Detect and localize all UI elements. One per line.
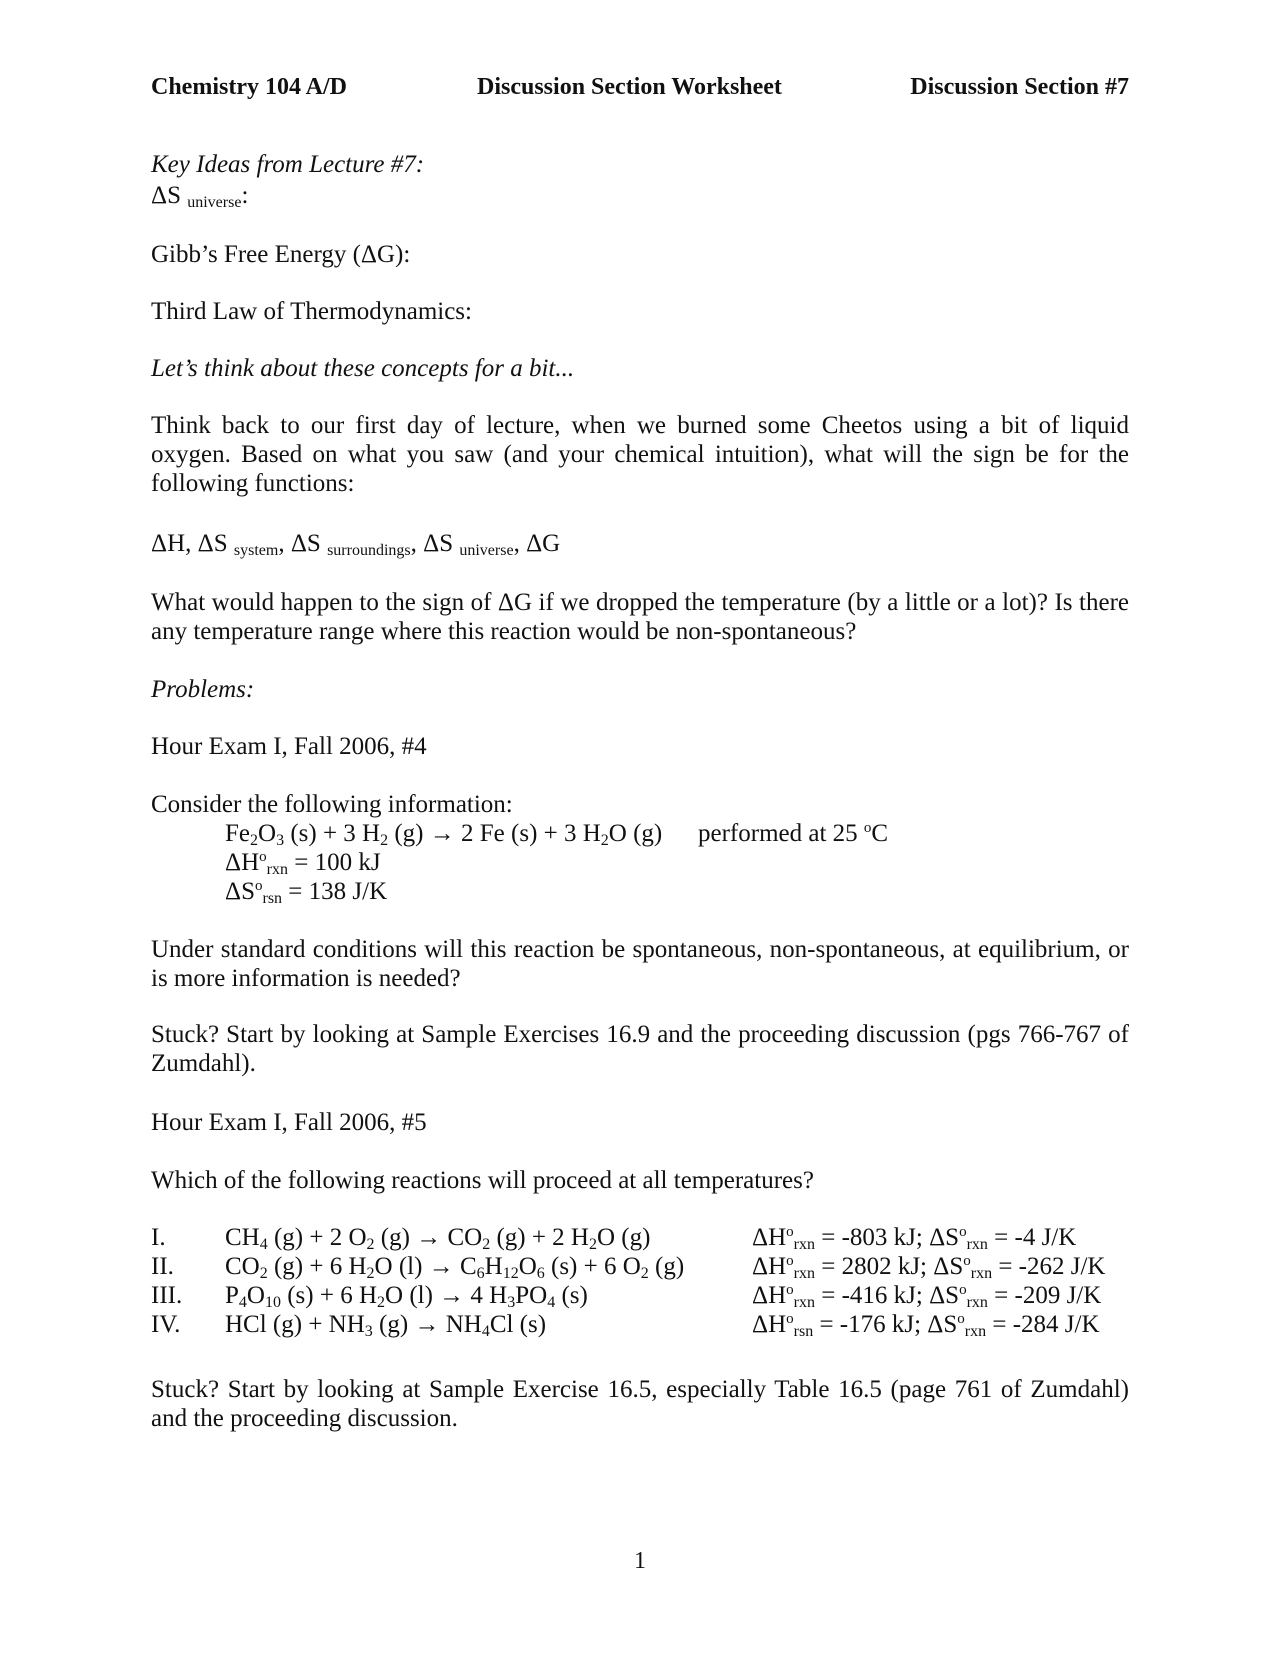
r3-sub: 3	[507, 1294, 516, 1311]
dh-val: = 2802 kJ; ΔS	[814, 1253, 964, 1280]
dh: ΔH	[752, 1311, 787, 1338]
p2-reaction-3	[225, 1281, 588, 1310]
p2-thermo-3	[752, 1281, 1101, 1310]
functions-dg: , ΔG	[513, 530, 561, 557]
sup-o: o	[957, 1311, 965, 1327]
r3-part: (s)	[555, 1282, 588, 1309]
p2-num-4: IV.	[151, 1311, 181, 1338]
r2-sub: 12	[502, 1265, 519, 1282]
dh: ΔH	[752, 1253, 787, 1280]
p2-reaction-1	[225, 1223, 650, 1252]
ds-label: ΔS	[225, 878, 255, 905]
universe-subscript-2: universe	[459, 542, 514, 559]
p2-stuck: Stuck? Start by looking at Sample Exercise 16.5, especially Table 16.5 (page 761 of Zumdahl) and the proceeding discussion.	[151, 1376, 1129, 1432]
sup-o: o	[786, 1282, 794, 1298]
p1-rxn-sub: 2	[250, 832, 258, 849]
r2-part: O	[518, 1253, 537, 1280]
r1-part: (g) + 2 H	[490, 1224, 589, 1251]
celsius-c: C	[871, 820, 889, 847]
sup-o: o	[786, 1253, 794, 1269]
p2-thermo-1	[752, 1223, 1076, 1252]
p2-reaction-2	[225, 1252, 684, 1281]
r3-sub: 2	[377, 1294, 386, 1311]
p1-intro: Consider the following information:	[151, 791, 513, 818]
dh-sub: rxn	[793, 1265, 815, 1282]
p2-title: Hour Exam I, Fall 2006, #5	[151, 1109, 427, 1136]
degree-sup: o	[863, 820, 872, 836]
r2-sub: 2	[640, 1265, 649, 1282]
p2-num-2: II.	[151, 1253, 174, 1280]
r4-part: HCl (g) + NH	[225, 1311, 365, 1338]
dh-sub: rsn	[793, 1323, 814, 1340]
r4-sub: 4	[481, 1323, 490, 1340]
r2-sub: 2	[366, 1265, 375, 1282]
header-course: Chemistry 104 A/D	[151, 74, 347, 100]
surroundings-subscript: surroundings	[327, 542, 411, 559]
r1-part: O (g)	[597, 1224, 651, 1251]
delta-s-universe-line	[151, 181, 1129, 210]
r3-part: O	[246, 1282, 265, 1309]
universe-subscript: universe	[187, 194, 242, 211]
ds-sub: rsn	[262, 890, 283, 907]
r4-sub: 3	[364, 1323, 373, 1340]
p1-stuck: Stuck? Start by looking at Sample Exercises 16.9 and the proceeding discussion (pgs 766-767 of Zumdahl).	[151, 1021, 1129, 1077]
performed-text: performed at 25	[698, 820, 864, 847]
sup-o: o	[786, 1224, 794, 1240]
r2-sub: 6	[536, 1265, 545, 1282]
ds-val: = -4 J/K	[987, 1224, 1077, 1251]
dh-label: ΔH	[225, 849, 260, 876]
p1-rxn-part: O	[258, 820, 277, 847]
dh-val: = -176 kJ; ΔS	[813, 1311, 958, 1338]
functions-ds3: , ΔS	[410, 530, 454, 557]
problems-heading: Problems:	[151, 676, 255, 703]
page-number: 1	[634, 1548, 646, 1574]
p1-title: Hour Exam I, Fall 2006, #4	[151, 733, 427, 760]
functions-dh: ΔH, ΔS	[151, 530, 228, 557]
r1-sub: 2	[366, 1236, 375, 1253]
r2-part: (s) + 6 O	[544, 1253, 641, 1280]
r2-sub: 6	[476, 1265, 485, 1282]
dh-val: = -416 kJ; ΔS	[814, 1282, 960, 1309]
ds-sub: rxn	[966, 1294, 988, 1311]
r2-part: O (l) → C	[374, 1253, 477, 1280]
p1-delta-h	[225, 848, 381, 877]
p1-performed	[698, 819, 888, 848]
dh: ΔH	[752, 1224, 787, 1251]
p1-rxn-part: Fe	[225, 820, 250, 847]
r2-part: CO	[225, 1253, 260, 1280]
r4-part: (g) → NH	[372, 1311, 482, 1338]
dh-sub: rxn	[266, 861, 288, 878]
ds-sup: o	[254, 878, 263, 894]
dh-sup: o	[259, 849, 267, 865]
r3-part: O (l) → 4 H	[385, 1282, 508, 1309]
colon: :	[241, 182, 249, 209]
r2-sub: 2	[259, 1265, 268, 1282]
p1-rxn-sub: 2	[380, 832, 389, 849]
sup-o: o	[959, 1224, 967, 1240]
r3-sub: 10	[264, 1294, 281, 1311]
dh-value: = 100 kJ	[287, 849, 381, 876]
p1-rxn-part: O (g)	[608, 820, 663, 847]
r1-part: (g) → CO	[374, 1224, 483, 1251]
ds-sub: rxn	[970, 1265, 993, 1282]
r3-part: P	[225, 1282, 239, 1309]
p2-num-3: III.	[151, 1282, 183, 1309]
p1-question: Under standard conditions will this reaction be spontaneous, non-spontaneous, at equilibrium, or is more information is needed?	[151, 936, 1129, 992]
functions-ds2: , ΔS	[278, 530, 321, 557]
functions-line	[151, 529, 1129, 558]
r1-sub: 4	[259, 1236, 268, 1253]
gibbs-line: Gibb’s Free Energy (ΔG):	[151, 241, 411, 268]
r3-part: PO	[515, 1282, 548, 1309]
p2-thermo-2	[752, 1252, 1105, 1281]
r3-sub: 4	[238, 1294, 247, 1311]
sup-o: o	[959, 1282, 967, 1298]
p2-reaction-4	[225, 1310, 546, 1339]
dh: ΔH	[752, 1282, 787, 1309]
p1-delta-s	[225, 877, 387, 906]
temperature-question: What would happen to the sign of ΔG if we dropped the temperature (by a little or a lot)? Is there any temperature range where this reaction would be non-spontaneous?	[151, 589, 1129, 645]
r1-sub: 2	[482, 1236, 491, 1253]
r2-part: (g)	[648, 1253, 685, 1280]
dh-sub: rxn	[793, 1294, 815, 1311]
third-law-line: Third Law of Thermodynamics:	[151, 298, 472, 325]
p1-rxn-part: (s) + 3 H	[284, 820, 381, 847]
header-section: Discussion Section #7	[910, 74, 1129, 100]
r3-sub: 4	[547, 1294, 556, 1311]
key-ideas-heading: Key Ideas from Lecture #7:	[151, 151, 425, 178]
r1-part: CH	[225, 1224, 260, 1251]
delta-s-symbol: ΔS	[151, 182, 181, 209]
ds-value: = 138 J/K	[282, 878, 388, 905]
r2-part: (g) + 6 H	[267, 1253, 367, 1280]
header-title: Discussion Section Worksheet	[477, 74, 782, 100]
sup-o: o	[786, 1311, 794, 1327]
system-subscript: system	[233, 542, 279, 559]
ds-sub: rxn	[964, 1323, 987, 1340]
p1-rxn-sub: 2	[600, 832, 609, 849]
p1-rxn-part: (g) → 2 Fe (s) + 3 H	[388, 820, 601, 847]
p2-num-1: I.	[151, 1224, 166, 1251]
p1-rxn-sub: 3	[276, 832, 285, 849]
cheetos-paragraph: Think back to our first day of lecture, when we burned some Cheetos using a bit of liquid oxygen. Based on what you saw (and your chemical intuition), what will the sign be for the following functions:	[151, 412, 1129, 497]
p2-question: Which of the following reactions will proceed at all temperatures?	[151, 1167, 814, 1194]
p1-reaction	[225, 819, 662, 848]
r1-part: (g) + 2 O	[267, 1224, 367, 1251]
r1-sub: 2	[589, 1236, 597, 1253]
r3-part: (s) + 6 H	[280, 1282, 378, 1309]
dh-val: = -803 kJ; ΔS	[814, 1224, 960, 1251]
r4-part: Cl (s)	[489, 1311, 547, 1338]
ds-val: = -209 J/K	[987, 1282, 1102, 1309]
p2-thermo-4	[752, 1310, 1100, 1339]
dh-sub: rxn	[793, 1236, 815, 1253]
think-line: Let’s think about these concepts for a bit...	[151, 355, 575, 382]
ds-val: = -284 J/K	[986, 1311, 1100, 1338]
r2-part: H	[484, 1253, 503, 1280]
ds-val: = -262 J/K	[992, 1253, 1106, 1280]
ds-sub: rxn	[966, 1236, 988, 1253]
sup-o: o	[963, 1253, 971, 1269]
